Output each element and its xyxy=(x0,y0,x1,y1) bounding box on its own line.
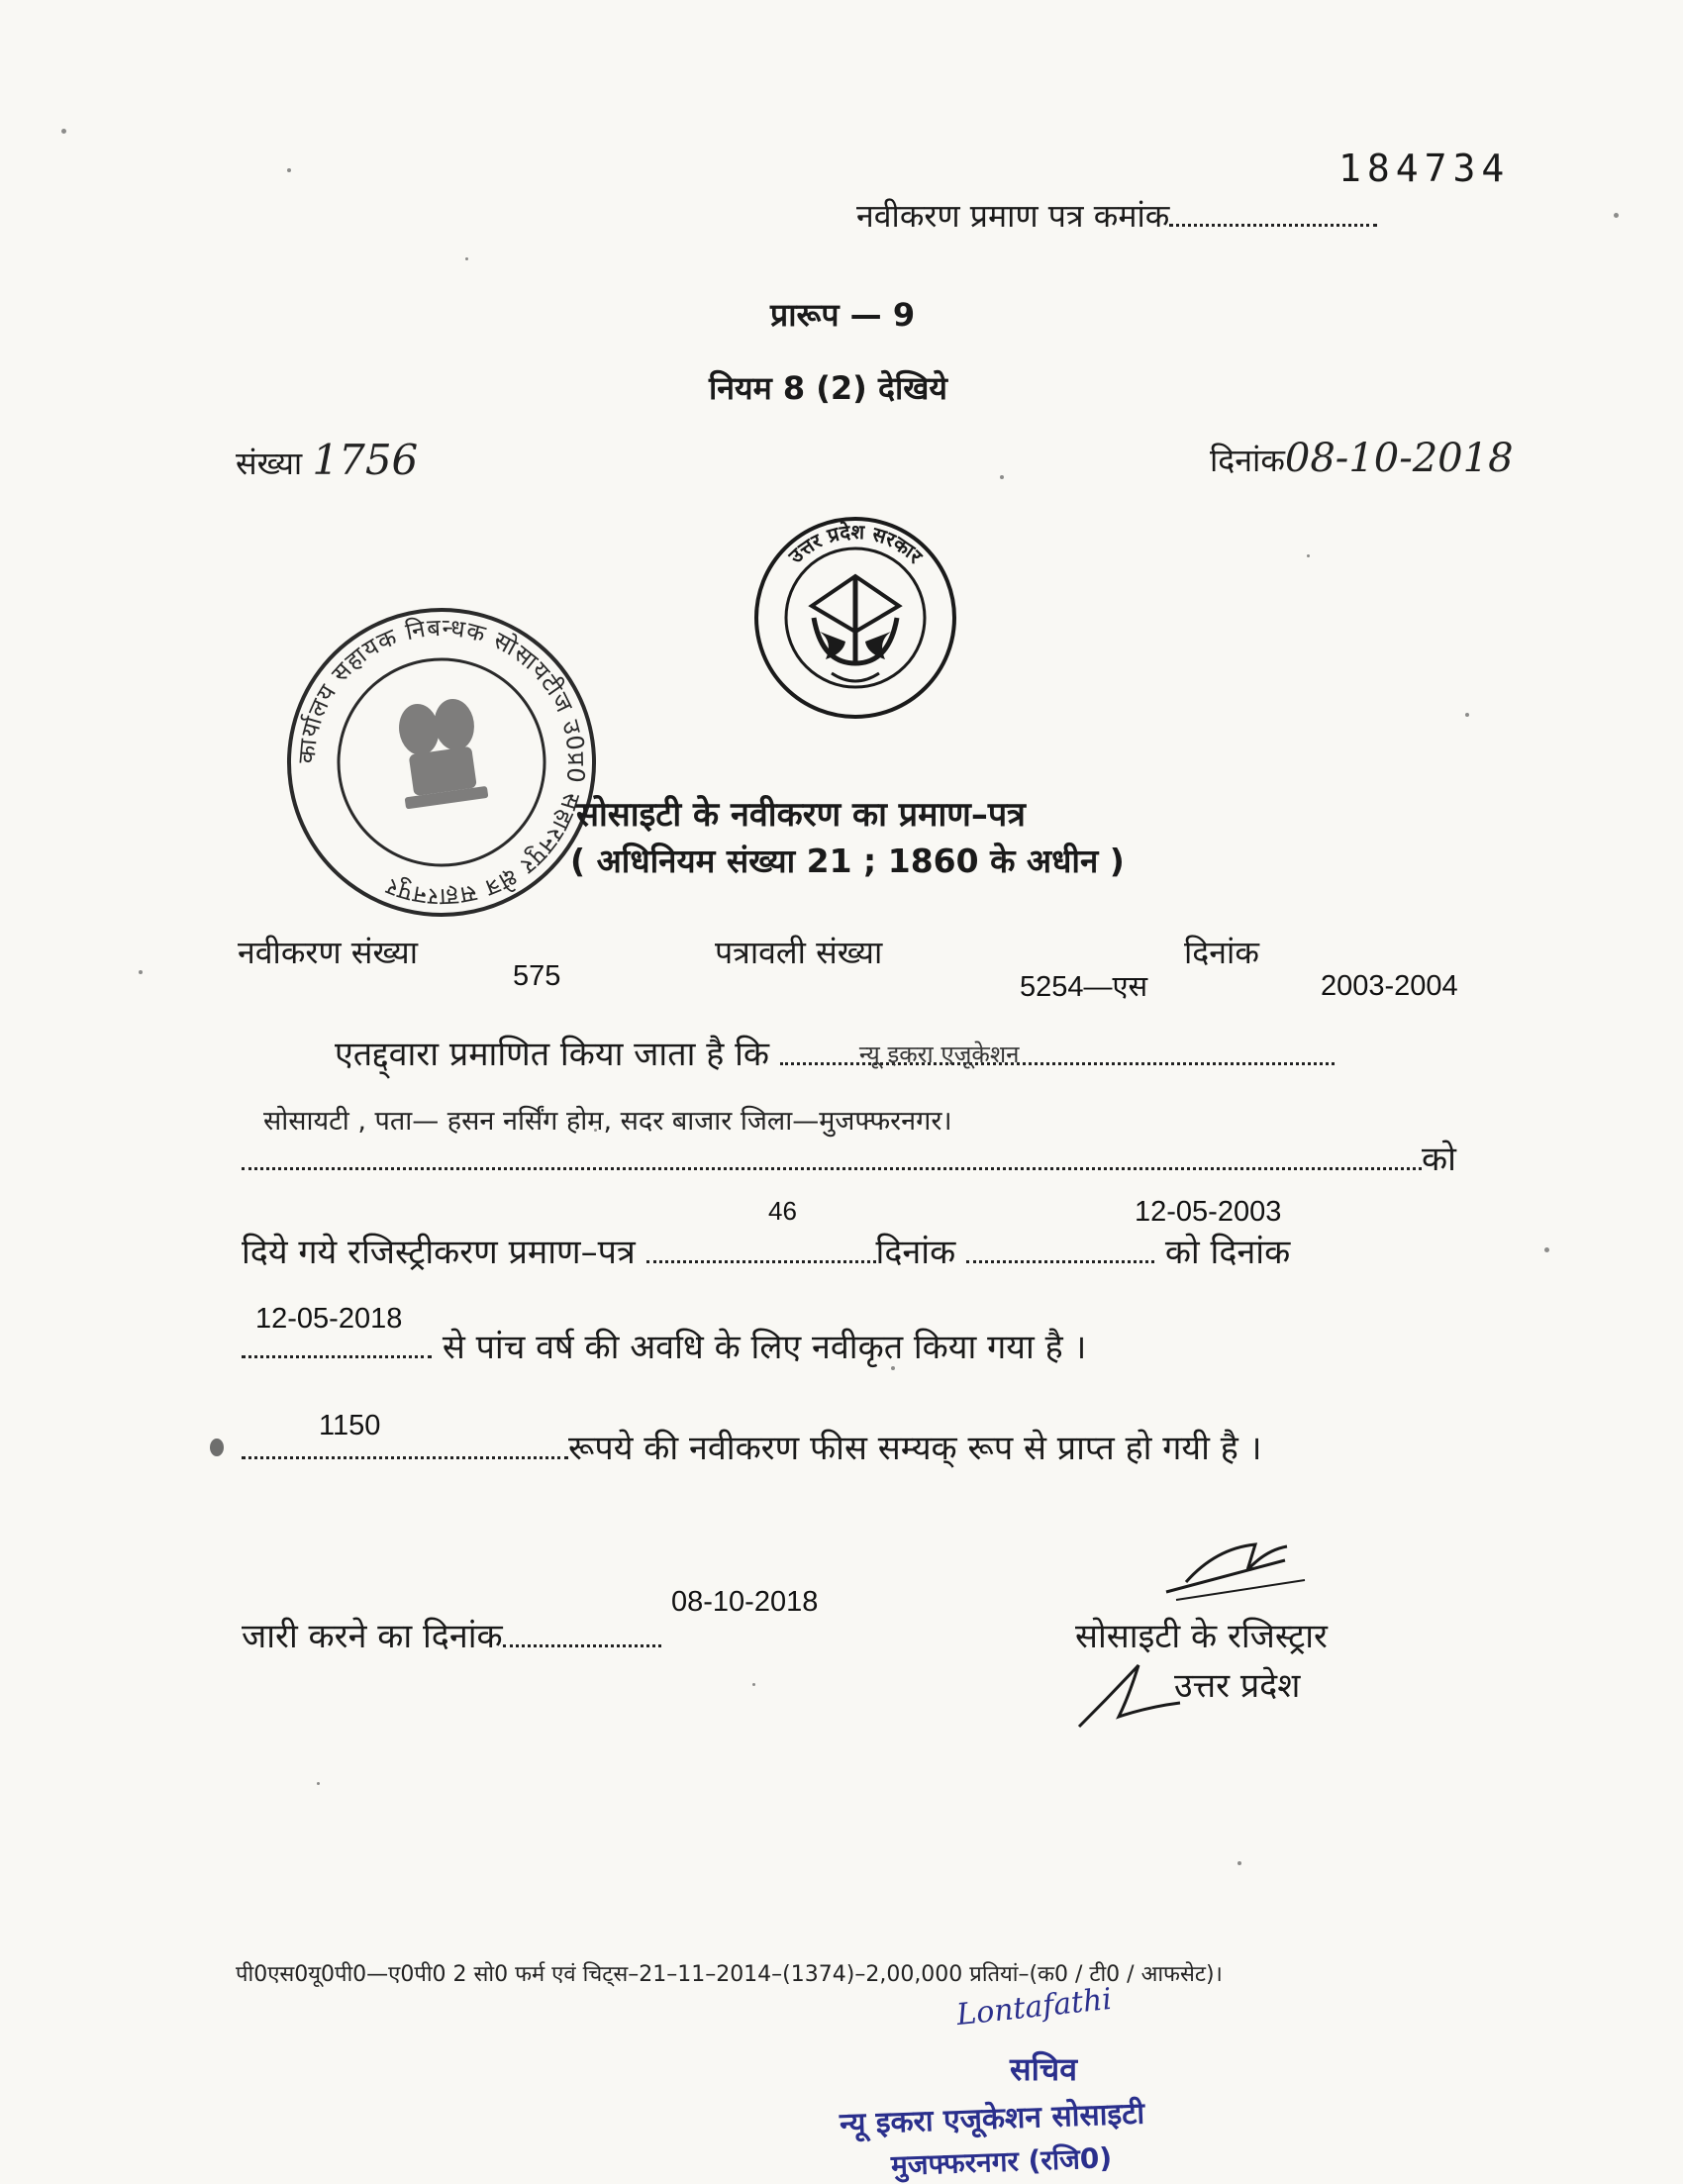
secretary-signature: Lontafathi xyxy=(954,1981,1114,2034)
certify-row xyxy=(335,1030,1335,1075)
form-label: प्रारूप — 9 xyxy=(770,296,916,334)
certificate-title: सोसाइटी के नवीकरण का प्रमाण–पत्र xyxy=(576,795,1026,835)
scan-speck xyxy=(317,1782,320,1785)
ko-label: को xyxy=(1422,1140,1456,1179)
issue-date-row xyxy=(242,1612,661,1657)
scan-speck xyxy=(752,1683,755,1686)
up-government-emblem xyxy=(752,515,958,721)
svg-text:उत्तर प्रदेश सरकार xyxy=(783,520,928,568)
from-date-value: 12-05-2018 xyxy=(255,1303,403,1335)
sankhya-row xyxy=(236,436,418,484)
scan-speck xyxy=(287,168,291,172)
registration-no-value: 46 xyxy=(768,1196,797,1226)
society-address: सोसायटी , पता— हसन नर्सिंग होम, सदर बाजार जिला—मुजफ्फरनगर। xyxy=(263,1106,952,1137)
sankhya-value: 1756 xyxy=(312,436,419,484)
registration-date-label: दिनांक xyxy=(875,1233,956,1272)
rule-label: नियम 8 (2) देखिये xyxy=(709,369,947,407)
scan-speck xyxy=(139,970,143,974)
registrar-title: सोसाइटी के रजिस्ट्रार xyxy=(1075,1617,1328,1656)
registrar-initial xyxy=(1069,1657,1188,1740)
scan-speck xyxy=(61,129,66,134)
file-no-label: पत्रावली संख्या xyxy=(715,934,883,971)
registrar-signature xyxy=(1156,1531,1315,1614)
header-date-value: 08-10-2018 xyxy=(1284,436,1514,481)
renewal-no-value: 575 xyxy=(513,960,561,992)
details-date-label: दिनांक xyxy=(1184,934,1259,971)
period-row xyxy=(242,1323,1086,1368)
certificate-number-label: नवीकरण प्रमाण पत्र कमांक xyxy=(856,197,1170,235)
stamp-organization: न्यू इकरा एजूकेशन सोसाइटी xyxy=(839,2096,1145,2142)
stamp-place: मुजफ्फरनगर (रजि0) xyxy=(890,2141,1113,2182)
lion-capital-icon xyxy=(392,696,489,810)
scan-speck xyxy=(1238,1861,1241,1865)
certificate-number: 184734 xyxy=(1338,147,1511,190)
up-emblem-text: उत्तर प्रदेश सरकार xyxy=(783,519,928,568)
sankhya-label: संख्या xyxy=(236,445,303,482)
registrar-state: उत्तर प्रदेश xyxy=(1174,1666,1301,1706)
certificate-number-row xyxy=(856,194,1377,237)
registration-text: दिये गये रजिस्ट्रीकरण प्रमाण–पत्र xyxy=(242,1233,636,1272)
header-date-row xyxy=(1210,436,1514,481)
scan-speck xyxy=(1465,713,1469,717)
stamp-designation: सचिव xyxy=(1010,2050,1078,2088)
registration-row xyxy=(242,1228,1290,1273)
certify-text: एतद्द्वारा प्रमाणित किया जाता है कि xyxy=(335,1035,769,1074)
fee-row xyxy=(242,1424,1262,1469)
fee-amount-value: 1150 xyxy=(319,1410,381,1441)
issue-date-label: जारी करने का दिनांक xyxy=(242,1617,503,1656)
scan-speck xyxy=(1307,554,1310,557)
registration-date-value: 12-05-2003 xyxy=(1135,1196,1282,1228)
file-no-value: 5254—एस xyxy=(1020,971,1148,1003)
header-date-label: दिनांक xyxy=(1210,442,1285,479)
issue-date-value: 08-10-2018 xyxy=(671,1586,819,1618)
address-dotted-row xyxy=(242,1135,1456,1180)
period-text: से पांच वर्ष की अवधि के लिए नवीकृत किया गया है । xyxy=(442,1328,1087,1367)
act-reference: ( अधिनियम संख्या 21 ; 1860 के अधीन ) xyxy=(570,842,1125,880)
print-line: पी0एस0यू0पी0—ए0पी0 2 सो0 फर्म एवं चिट्स–21–11–2014–(1374)–2,00,000 प्रतियां–(क0 / टी0 / आफसेट)। xyxy=(236,1962,1223,1987)
scan-speck xyxy=(1000,475,1004,479)
scan-speck xyxy=(1544,1247,1549,1252)
ko-dinank-label: को दिनांक xyxy=(1164,1233,1291,1272)
renewal-no-label: नवीकरण संख्या xyxy=(238,934,419,971)
society-name: न्यू इकरा एजूकेशन xyxy=(858,1041,1020,1068)
scan-speck xyxy=(1614,213,1619,218)
scan-speck xyxy=(465,257,468,260)
office-seal-text: कार्यालय सहायक निबन्धक सोसायटीज उ0प्र0 सहारनपुर क्षेत्र सहारनपुर xyxy=(292,613,591,912)
office-round-seal xyxy=(262,583,620,941)
fee-text: रूपये की नवीकरण फीस सम्यक् रूप से प्राप्त हो गयी है । xyxy=(568,1429,1262,1468)
details-date-value: 2003-2004 xyxy=(1321,970,1458,1002)
scan-speck xyxy=(210,1439,224,1456)
